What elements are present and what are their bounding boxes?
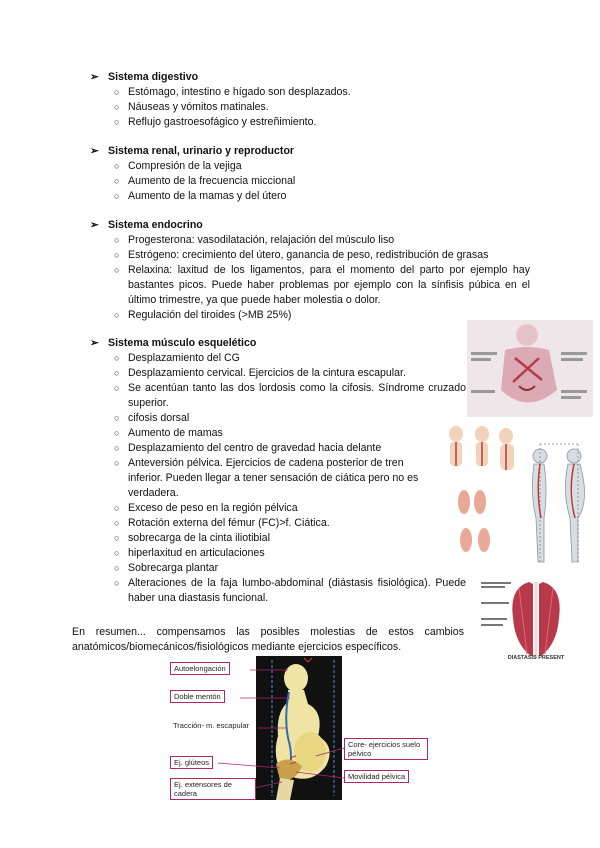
list-item: ○ Regulación del tiroides (>MB 25%) [114, 309, 292, 321]
diastasis-caption: DIASTASIS PRESENT [507, 655, 565, 661]
list-item: ○ sobrecarga de la cinta iliotibial [114, 532, 270, 544]
label-gluteos: Ej. glúteos [170, 756, 213, 769]
list-item: ○ Aumento de mamas [114, 427, 223, 439]
list-item: ○ Desplazamiento del CG [114, 352, 240, 364]
list-item: ○ Alteraciones de la faja lumbo-abdominal (diástasis fisiológica). Puede haber una diastasis funcional. [114, 577, 466, 604]
section-title: ➢ Sistema digestivo [90, 71, 199, 83]
circle-bullet-icon: ○ [114, 503, 120, 513]
circle-bullet-icon: ○ [114, 368, 120, 378]
section-title: ➢ Sistema renal, urinario y reproductor [90, 145, 295, 157]
circle-bullet-icon: ○ [114, 353, 120, 363]
circle-bullet-icon: ○ [114, 383, 120, 393]
list-item: ○ Estrógeno: crecimiento del útero, ganancia de peso, redistribución de grasas [114, 249, 489, 261]
list-item: ○ Rotación externa del fémur (FC)>f. Ciática. [114, 517, 330, 529]
circle-bullet-icon: ○ [114, 102, 120, 112]
label-movilidad-pelvica: Movilidad pélvica [344, 770, 409, 783]
list-item: ○ Aumento de la frecuencia miccional [114, 175, 296, 187]
circle-bullet-icon: ○ [114, 161, 120, 171]
circle-bullet-icon: ○ [114, 310, 120, 320]
list-item: ○ Estómago, intestino e hígado son desplazados. [114, 86, 351, 98]
list-item: ○ cifosis dorsal [114, 412, 190, 424]
circle-bullet-icon: ○ [114, 563, 120, 573]
label-extensores-cadera: Ej. extensores de cadera [170, 778, 256, 800]
item-list [90, 351, 466, 606]
label-traccion-escapular: Tracción- m. escapular [170, 720, 252, 731]
section-renal [90, 144, 530, 204]
diastasis-figure [479, 578, 593, 664]
section-title: ➢ Sistema endocrino [90, 219, 203, 231]
circle-bullet-icon: ○ [114, 458, 120, 468]
circle-bullet-icon: ○ [114, 578, 120, 588]
list-item: ○ Desplazamiento cervical. Ejercicios de la cintura escapular. [114, 367, 406, 379]
circle-bullet-icon: ○ [114, 250, 120, 260]
list-item: ○ Se acentúan tanto las dos lordosis como la cifosis. Síndrome cruzado superior. [114, 382, 466, 409]
circle-bullet-icon: ○ [114, 191, 120, 201]
section-endocrino [90, 218, 530, 323]
circle-bullet-icon: ○ [114, 428, 120, 438]
posture-exercise-figure [168, 656, 430, 800]
list-item: ○ Náuseas y vómitos matinales. [114, 101, 269, 113]
circle-bullet-icon: ○ [114, 518, 120, 528]
list-item: ○ Aumento de la mamas y del útero [114, 190, 287, 202]
arrow-bullet-icon: ➢ [90, 219, 99, 231]
list-item: ○ Reflujo gastroesofágico y estreñimiento. [114, 116, 317, 128]
circle-bullet-icon: ○ [114, 443, 120, 453]
item-list [90, 159, 530, 204]
section-digestivo [90, 70, 530, 130]
label-core-suelo-pelvico: Core- ejercicios suelo pélvico [344, 738, 428, 760]
circle-bullet-icon: ○ [114, 235, 120, 245]
item-list [90, 233, 530, 323]
list-item: ○ Desplazamiento del centro de gravedad hacia delante [114, 442, 382, 454]
summary-paragraph: En resumen... compensamos las posibles molestias de estos cambios anatómicos/biomecánicos/fisiológicos mediante ejercicios específicos. [72, 625, 464, 653]
list-item: ○ Exceso de peso en la región pélvica [114, 502, 298, 514]
arrow-bullet-icon: ➢ [90, 71, 99, 83]
label-doble-menton: Doble mentón [170, 690, 225, 703]
item-list [90, 85, 530, 130]
arrow-bullet-icon: ➢ [90, 145, 99, 157]
torso-anatomy-figure [467, 320, 593, 417]
circle-bullet-icon: ○ [114, 548, 120, 558]
section-title: ➢ Sistema músculo esquelético [90, 337, 257, 349]
circle-bullet-icon: ○ [114, 87, 120, 97]
list-item: ○ Progesterona: vasodilatación, relajación del músculo liso [114, 234, 395, 246]
circle-bullet-icon: ○ [114, 413, 120, 423]
circle-bullet-icon: ○ [114, 176, 120, 186]
list-item: ○ Relaxina: laxitud de los ligamentos, para el momento del parto por ejemplo hay bastantes picos. Puede haber problemas por ejemplo con la sínfisis púbica en el último trimestre, ya que puede haber molestia o dolor. [114, 264, 530, 306]
circle-bullet-icon: ○ [114, 265, 120, 275]
arrow-bullet-icon: ➢ [90, 337, 99, 349]
list-item: ○ hiperlaxitud en articulaciones [114, 547, 265, 559]
list-item: ○ Anteversión pélvica. Ejercicios de cadena posterior de tren inferior. Pueden llegar a tener sensación de ciática pero no es verdadera. [114, 457, 419, 499]
posture-figure [444, 422, 594, 572]
list-item: ○ Compresión de la vejiga [114, 160, 242, 172]
circle-bullet-icon: ○ [114, 117, 120, 127]
circle-bullet-icon: ○ [114, 533, 120, 543]
label-autoelongacion: Autoelongación [170, 662, 230, 675]
list-item: ○ Sobrecarga plantar [114, 562, 219, 574]
section-musculo [90, 336, 466, 606]
